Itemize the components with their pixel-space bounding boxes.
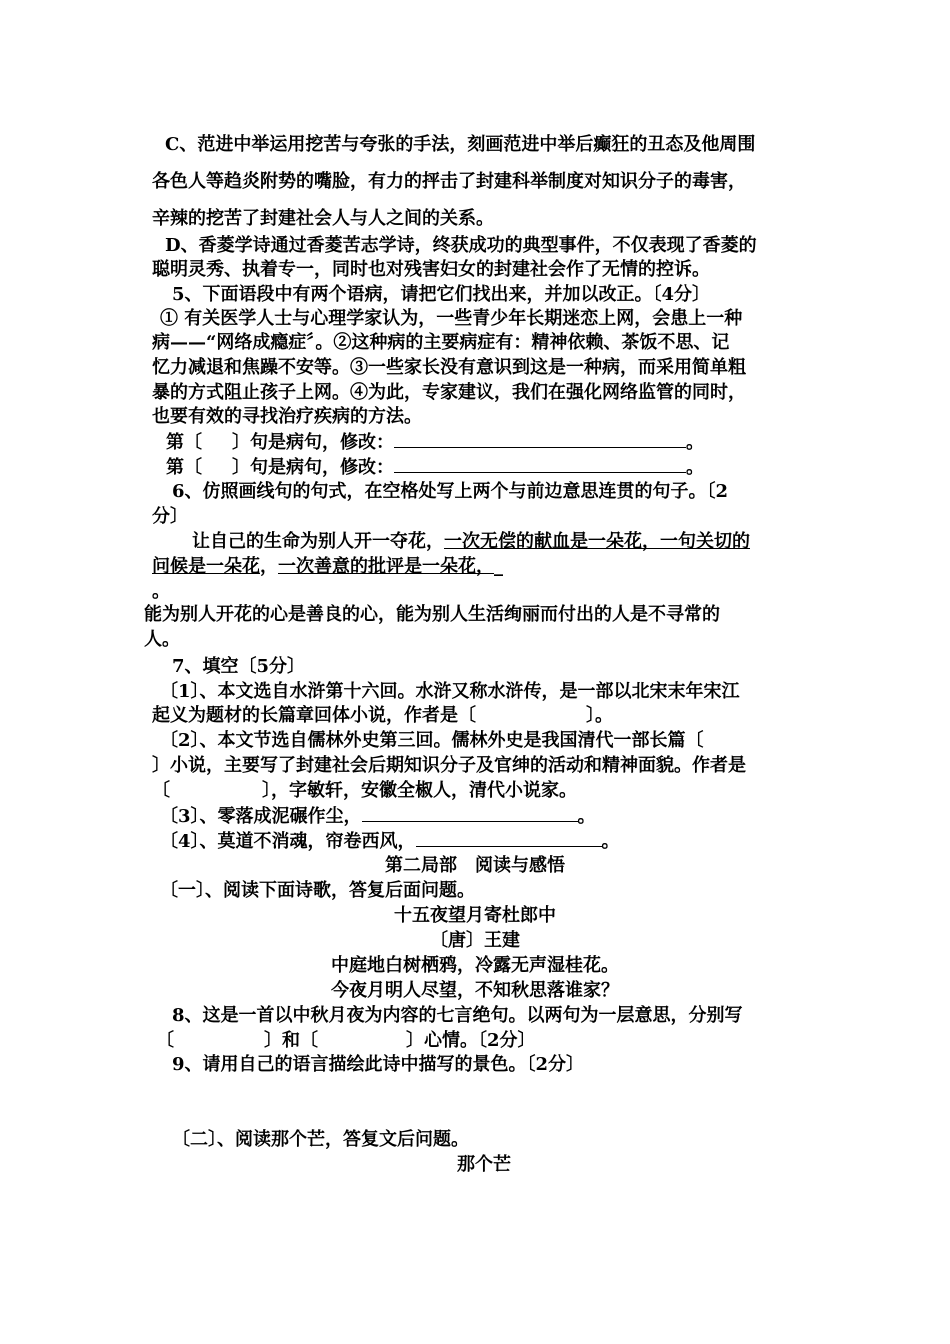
- poem-line-1: 中庭地白树栖鸦，冷露无声湿桂花。: [331, 955, 619, 976]
- q6-underlined-3: 一次善意的批评是一朵花，: [278, 556, 494, 577]
- q5-answer-row-1: [166, 431, 704, 454]
- q5-answer-row-2: [166, 456, 704, 479]
- option-c-line-1: C、范进中举运用挖苦与夸张的手法，刻画范进中举后癫狂的丑态及他周围: [165, 134, 756, 155]
- correction-blank[interactable]: [394, 456, 686, 473]
- q6-passage-line-1: [192, 531, 750, 553]
- q5-passage-line-1: ① 有关医学人士与心理学家认为，一些青少年长期迷恋上网，会患上一种: [160, 308, 743, 329]
- q7-s2-line-2: 〕小说，主要写了封建社会后期知识分子及官绅的活动和精神面貌。作者是: [152, 755, 746, 776]
- correction-blank[interactable]: [394, 431, 686, 448]
- q6-passage-line-2: [152, 556, 503, 578]
- poem-author: 〔唐〕王建: [430, 930, 520, 951]
- q7-s4-text: 〔4〕、莫道不消魂，帘卷西风，: [160, 831, 416, 852]
- q7-s3-end: 。: [577, 806, 596, 827]
- q6-underlined-1: 一次无偿的献血是一朵花，一句关切的: [444, 531, 750, 552]
- q7-s1-close: 〕。: [586, 705, 613, 726]
- q8-mid: 〕和〔: [264, 1030, 318, 1051]
- part2-heading: 第二局部 阅读与感悟: [385, 855, 565, 876]
- q5-passage-line-3: 忆力减退和焦躁不安等。③一些家长没有意识到这是一种病，而采用简单粗: [152, 357, 746, 378]
- q8-end: 〕心情。〔2分〕: [406, 1030, 536, 1051]
- poem-line-blank[interactable]: [362, 805, 578, 822]
- section2-title: 那个芒: [457, 1154, 511, 1175]
- q5-ans-mid: 〕句是病句，修改：: [232, 432, 394, 453]
- q8-line-2: [156, 1030, 536, 1052]
- q6-period: 。: [152, 581, 170, 602]
- q6-answer-blank[interactable]: _: [494, 556, 503, 577]
- q5-ans-end: 。: [686, 457, 704, 478]
- option-d-line-1: D、香菱学诗通过香菱苦志学诗，终获成功的典型事件，不仅表现了香菱的: [165, 235, 757, 256]
- q7-s2-line-1: 〔2〕、本文节选自儒林外史第三回。儒林外史是我国清代一部长篇〔: [160, 730, 704, 751]
- q7-s1-line-2: [152, 705, 613, 727]
- q7-s2-text: 〕，字敏轩，安徽全椒人，清代小说家。: [262, 780, 577, 801]
- q5-title: 5、下面语段中有两个语病，请把它们找出来，并加以改正。〔4分〕: [172, 284, 711, 305]
- q5-passage-line-2: 病——“网络成瘾症〞。②这种病的主要病症有：精神依赖、茶饭不思、记: [152, 332, 730, 353]
- q7-s2-open: 〔: [152, 780, 170, 801]
- q8-open: 〔: [156, 1030, 174, 1051]
- q6-lead: 让自己的生命为别人开一夺花，: [192, 531, 444, 552]
- q5-ans-end: 。: [686, 432, 704, 453]
- q6-end-line-2: 人。: [144, 629, 180, 650]
- q5-passage-line-5: 也要有效的寻找治疗疾病的方法。: [152, 406, 422, 427]
- section1-intro: 〔一〕、阅读下面诗歌，答复后面问题。: [160, 880, 475, 901]
- section2-intro: 〔二〕、阅读那个芒，答复文后问题。: [172, 1129, 469, 1150]
- q7-title: 7、填空〔5分〕: [172, 656, 306, 677]
- q9: 9、请用自己的语言描绘此诗中描写的景色。〔2分〕: [172, 1054, 585, 1075]
- q7-s4-end: 。: [601, 831, 620, 852]
- q7-s4: [160, 830, 620, 853]
- q5-ans-prefix: 第〔: [166, 457, 202, 478]
- q8-line-1: 8、这是一首以中秋月夜为内容的七言绝句。以两句为一层意思，分别写: [172, 1005, 743, 1026]
- q7-s3: [160, 805, 596, 828]
- q5-ans-mid: 〕句是病句，修改：: [232, 457, 394, 478]
- q5-passage-line-4: 暴的方式阻止孩子上网。④为此，专家建议，我们在强化网络监管的同时，: [152, 382, 746, 403]
- q6-title-line-2: 分〕: [152, 506, 188, 527]
- q6-end-line-1: 能为别人开花的心是善良的心，能为别人生活绚丽而付出的人是不寻常的: [144, 604, 720, 625]
- option-c-line-2: 各色人等趋炎附势的嘴脸，有力的抨击了封建科举制度对知识分子的毒害，: [152, 171, 746, 192]
- q7-s1-line-1: 〔1〕、本文选自水浒第十六回。水浒又称水浒传，是一部以北宋末年宋江: [160, 681, 740, 702]
- q6-title-line-1: 6、仿照画线句的句式，在空格处写上两个与前边意思连贯的句子。〔2: [172, 481, 729, 502]
- poem-title: 十五夜望月寄杜郎中: [394, 905, 556, 926]
- option-c-line-3: 辛辣的挖苦了封建社会人与人之间的关系。: [152, 208, 494, 229]
- q7-s2-line-3: [152, 780, 577, 802]
- option-d-line-2: 聪明灵秀、执着专一，同时也对残害妇女的封建社会作了无情的控诉。: [152, 259, 710, 280]
- q6-comma: ，: [260, 556, 278, 577]
- q7-s3-text: 〔3〕、零落成泥碾作尘，: [160, 806, 362, 827]
- q7-s1-text: 起义为题材的长篇章回体小说，作者是〔: [152, 705, 476, 726]
- q6-underlined-2: 问候是一朵花: [152, 556, 260, 577]
- poem-line-2: 今夜月明人尽望，不知秋思落谁家？: [331, 980, 619, 1001]
- poem-line-blank[interactable]: [416, 830, 602, 847]
- q5-ans-prefix: 第〔: [166, 432, 202, 453]
